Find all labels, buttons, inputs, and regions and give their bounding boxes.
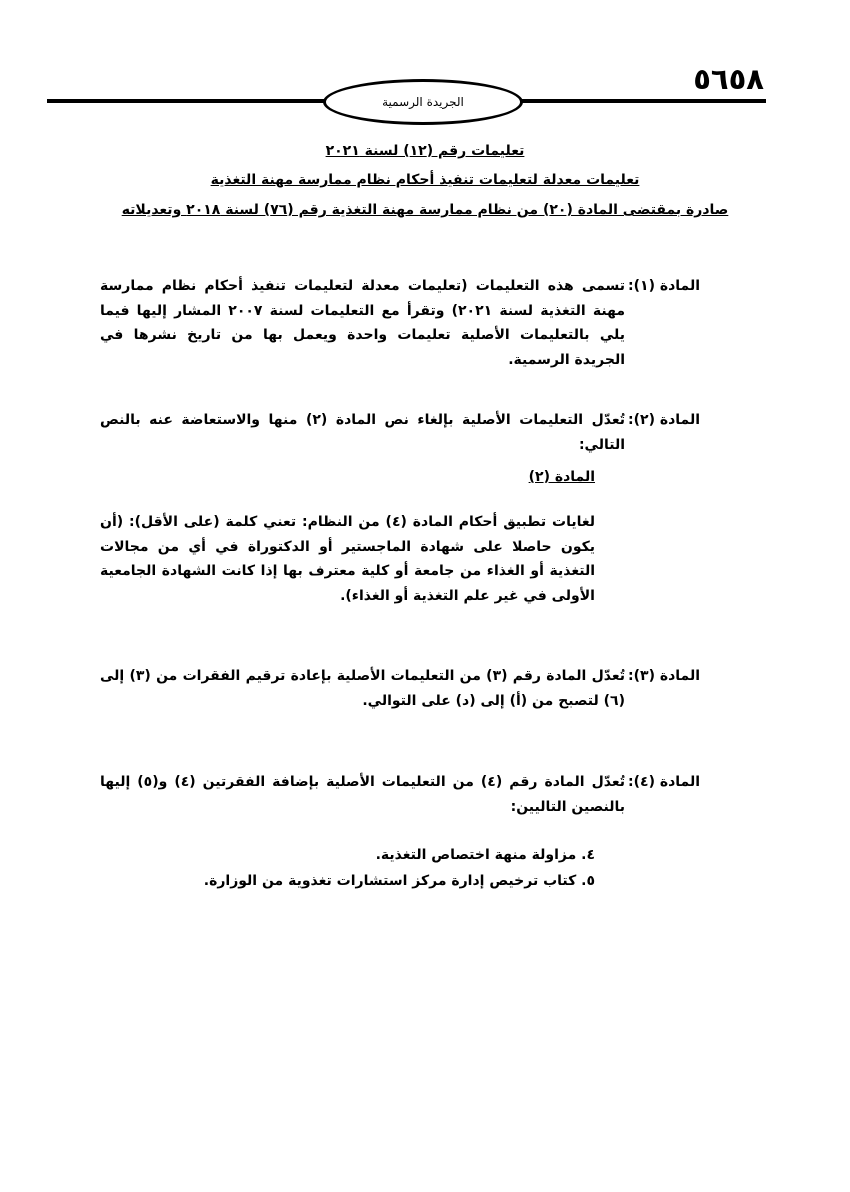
instructions-authority: صادرة بمقتضى المادة (٢٠) من نظام ممارسة مهنة التغذية رقم (٧٦) لسنة ٢٠١٨ وتعديلاته: [121, 202, 729, 218]
article-4-label: المادة (٤):: [628, 774, 700, 790]
article-4-item-4: ٤. مزاولة منهة اختصاص التغذية.: [375, 847, 595, 863]
gazette-name-oval: [323, 79, 523, 125]
article-2-sub-text: لغايات تطبيق أحكام المادة (٤) من النظام: تعني كلمة (على الأقل): (أن يكون حاصلا على شهادة الماجستير أو الدكتوراة في أي من مجالات التغذية أو الغذاء من جامعة أو كلية معترف بها إذا كانت الشهادة الجامعية الأولى في غير علم التغذية أو الغذاء).: [100, 514, 596, 604]
header-rule-left: [47, 99, 325, 103]
article-3-label: المادة (٣):: [628, 668, 700, 684]
page-number: ٥٦٥٨: [693, 62, 764, 96]
gazette-name: الجريدة الرسمية: [382, 95, 464, 109]
article-2-text: تُعدّل التعليمات الأصلية بإلغاء نص المادة (٢) منها والاستعاضة عنه بالنص التالي:: [100, 412, 625, 453]
header-rule-right: [522, 99, 766, 103]
article-3-text: تُعدّل المادة رقم (٣) من التعليمات الأصلية بإعادة ترقيم الفقرات من (٣) إلى (٦) لتصبح من (أ) إلى (د) على التوالي.: [100, 668, 625, 709]
article-2-label: المادة (٢):: [628, 412, 700, 428]
article-2-sub-heading: المادة (٢): [528, 469, 595, 485]
article-1-text: تسمى هذه التعليمات (تعليمات معدلة لتعليمات تنفيذ أحكام نظام ممارسة مهنة التغذية لسنة ٢٠٢١) وتقرأ مع التعليمات لسنة ٢٠٠٧ المشار إليها فيما يلي بالتعليمات الأصلية تعليمات واحدة ويعمل بها من تاريخ نشرها في الجريدة الرسمية.: [100, 278, 626, 368]
article-4-text: تُعدّل المادة رقم (٤) من التعليمات الأصلية بإضافة الفقرتين (٤) و(٥) إليها بالنصين التاليين:: [100, 774, 625, 815]
article-1-label: المادة (١):: [628, 278, 700, 294]
article-4-item-5: ٥. كتاب ترخيص إدارة مركز استشارات تغذوية من الوزارة.: [203, 873, 595, 889]
instructions-title: تعليمات رقم (١٢) لسنة ٢٠٢١: [325, 143, 525, 159]
instructions-subtitle: تعليمات معدلة لتعليمات تنفيذ أحكام نظام ممارسة مهنة التغذية: [210, 172, 640, 188]
